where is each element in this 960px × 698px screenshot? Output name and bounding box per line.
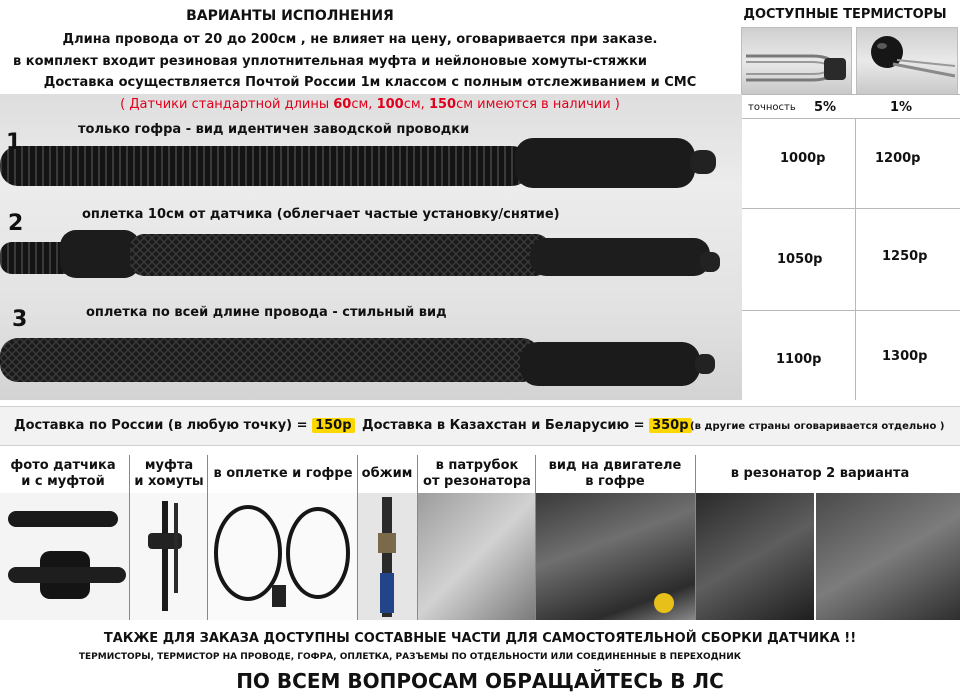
length-info: Длина провода от 20 до 200см , не влияет на цену, оговаривается при заказе. [62, 32, 658, 47]
price-cell: 1300р [882, 349, 928, 364]
variant-number: 1 [6, 130, 22, 155]
caption-braid-corrugation: в оплетке и гофре [213, 466, 353, 481]
caption-resonator-pipe: в патрубок от резонатора [423, 458, 531, 489]
crimp-photo [358, 493, 417, 620]
parts-list: ТЕРМИСТОРЫ, ТЕРМИСТОР НА ПРОВОДЕ, ГОФРА, ОПЛЕТКА, РАЗЪЕМЫ ПО ОТДЕЛЬНОСТИ ИЛИ СОЕДИНЕННЫЕ В ПЕРЕХОДНИК [78, 652, 742, 662]
price-cell: 1000р [780, 151, 826, 166]
shipping-info: Доставка осуществляется Почтой России 1м классом с полным отслеживанием и СМС [43, 75, 697, 90]
engine-view-photo [536, 493, 695, 620]
delivery-other-countries: (в другие страны оговаривается отдельно ) [690, 421, 945, 432]
resonator-variant-2-photo [816, 493, 960, 620]
caption-coupling: муфта и хомуты [134, 458, 204, 489]
price-cell: 1200р [875, 151, 921, 166]
sensor-with-coupling-photo [0, 493, 129, 620]
thermistors-title: ДОСТУПНЫЕ ТЕРМИСТОРЫ [743, 7, 947, 22]
coupling-ties-photo [130, 493, 207, 620]
caption-engine-view: вид на двигателе в гофре [548, 458, 682, 489]
contact-note: ПО ВСЕМ ВОПРОСАМ ОБРАЩАЙТЕСЬ В ЛС [236, 669, 724, 693]
variant-label: только гофра - вид идентичен заводской проводки [78, 122, 470, 137]
price-cell: 1100р [776, 352, 822, 367]
table-divider [742, 94, 960, 95]
thermistor-5pct-photo [741, 27, 852, 95]
caption-crimp: обжим [361, 466, 413, 481]
russia-price-badge: 150р [312, 418, 354, 433]
accuracy-1pct: 1% [890, 100, 913, 115]
delivery-russia: Доставка по России (в любую точку) = 150р [14, 418, 355, 433]
variant-number: 2 [8, 211, 24, 236]
price-cell: 1050р [777, 252, 823, 267]
caption-sensor-photo: фото датчика и с муфтой [10, 458, 116, 489]
table-divider [855, 118, 856, 400]
thermistor-1pct-photo [856, 27, 958, 95]
availability-note: ( Датчики стандартной длины 60см, 100см, 150см имеются в наличии ) [120, 97, 620, 112]
table-divider [742, 208, 960, 209]
price-cell: 1250р [882, 249, 928, 264]
parts-available-note: ТАКЖЕ ДЛЯ ЗАКАЗА ДОСТУПНЫ СОСТАВНЫЕ ЧАСТИ ДЛЯ САМОСТОЯТЕЛЬНОЙ СБОРКИ ДАТЧИКА !! [103, 631, 857, 646]
table-divider [742, 118, 960, 119]
sensor-variants-photo [0, 94, 742, 400]
resonator-pipe-photo [418, 493, 535, 620]
variant-label: оплетка 10см от датчика (облегчает частые установку/снятие) [82, 207, 560, 222]
caption-resonator-variants: в резонатор 2 варианта [730, 466, 910, 481]
variant-number: 3 [12, 307, 28, 332]
accuracy-5pct: 5% [814, 100, 837, 115]
kit-info: в комплект входит резиновая уплотнительная муфта и нейлоновые хомуты-стяжки [13, 54, 647, 69]
accuracy-label: точность [748, 102, 796, 113]
variant-label: оплетка по всей длине провода - стильный вид [86, 305, 447, 320]
kz-price-badge: 350р [649, 418, 691, 433]
delivery-kz-by: Доставка в Казахстан и Беларусию = 350р [362, 418, 692, 433]
resonator-variant-1-photo [696, 493, 814, 620]
table-divider [742, 310, 960, 311]
braid-corrugation-photo [208, 493, 357, 620]
page-title: ВАРИАНТЫ ИСПОЛНЕНИЯ [186, 8, 394, 24]
